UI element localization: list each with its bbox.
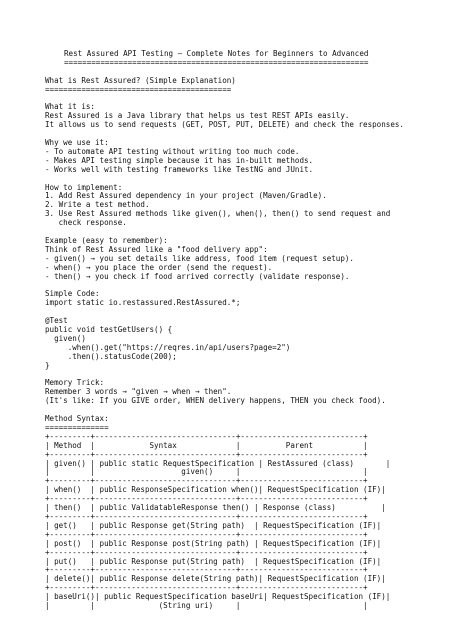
table-row-given: | given() | public static RequestSpecification | RestAssured (class) | <box>45 458 391 468</box>
syntax-label: Method Syntax: <box>45 414 109 424</box>
code-line: .when().get("https://reqres.in/api/users?page=2") <box>45 342 291 352</box>
memory-line: Remember 3 words → "given → when → then". <box>45 387 232 397</box>
table-border: +---------+-------------------------------+---------------------------+ <box>45 547 368 557</box>
method-table <box>45 433 436 611</box>
code-block <box>45 317 436 370</box>
table-row-baseuri-cont: | | (String uri) | | <box>45 601 368 611</box>
why-bullet: - To automate API testing without writing too much code. <box>45 146 300 156</box>
import-line: import static io.restassured.RestAssured.*; <box>45 298 241 308</box>
document-title-block <box>45 50 436 68</box>
table-row-get: | get() | public Response get(String path) | RequestSpecification (IF)| <box>45 520 382 530</box>
code-line: public void testGetUsers() { <box>45 324 173 334</box>
document-title: Rest Assured API Testing – Complete Notes for Beginners to Advanced <box>64 49 369 58</box>
code-line: @Test <box>45 316 68 326</box>
example-line: - when() → you place the order (send the request). <box>45 262 273 272</box>
why-bullet: - Makes API testing simple because it has in-built methods. <box>45 155 314 165</box>
what-it-is-label: What it is: <box>45 102 95 112</box>
table-border: +---------+-------------------------------+---------------------------+ <box>45 449 368 459</box>
section-heading-rule: ========================================= <box>45 84 232 94</box>
memory-line: (It's like: If you GIVE order, WHEN delivery happens, THEN you check food). <box>45 396 386 406</box>
example-label: Example (easy to remember): <box>45 235 168 245</box>
table-row-baseuri: | baseUri()| public RequestSpecification baseUri| RequestSpecification (IF)| <box>45 592 391 602</box>
example-line: - then() → you check if food arrived correctly (validate response). <box>45 271 350 281</box>
table-row-given-cont: | | given() | | <box>45 467 368 477</box>
table-border: +---------+-------------------------------+---------------------------+ <box>45 494 368 504</box>
why-label: Why we use it: <box>45 138 109 148</box>
simple-code-label: Simple Code: <box>45 289 100 299</box>
what-it-is-line: Rest Assured is a Java library that helps us test REST APIs easily. <box>45 111 350 121</box>
how-step: 1. Add Rest Assured dependency in your project (Maven/Gradle). <box>45 191 327 201</box>
table-header-row: | Method | Syntax | Parent | <box>45 440 368 450</box>
how-step: 3. Use Rest Assured methods like given(), when(), then() to send request and <box>45 209 391 219</box>
table-row-put: | put() | public Response put(String path) | RequestSpecification (IF)| <box>45 556 382 566</box>
table-border: +---------+-------------------------------+---------------------------+ <box>45 476 368 486</box>
section-heading-what: What is Rest Assured? (Simple Explanation) <box>45 75 236 85</box>
table-border: +---------+-------------------------------+---------------------------+ <box>45 583 368 593</box>
why-bullet: - Works well with testing frameworks like TestNG and JUnit. <box>45 164 314 174</box>
table-border: +---------+-------------------------------+---------------------------+ <box>45 431 368 441</box>
code-line: .then().statusCode(200); <box>45 351 177 361</box>
how-label: How to implement: <box>45 182 123 192</box>
table-row-then: | then() | public ValidatableResponse then() | Response (class) | <box>45 503 386 513</box>
example-line: Think of Rest Assured like a "food delivery app": <box>45 244 268 254</box>
table-border: +---------+-------------------------------+---------------------------+ <box>45 511 368 521</box>
table-row-when: | when() | public ResponseSpecification when()| RequestSpecification (IF)| <box>45 485 386 495</box>
syntax-rule: ============== <box>45 422 109 432</box>
code-line: } <box>45 360 50 370</box>
how-step: check response. <box>45 218 127 228</box>
what-it-is-line: It allows us to send requests (GET, POST, PUT, DELETE) and check the responses. <box>45 120 404 130</box>
table-row-delete: | delete()| public Response delete(String path)| RequestSpecification (IF)| <box>45 574 386 584</box>
table-border: +---------+-------------------------------+---------------------------+ <box>45 529 368 539</box>
memory-label: Memory Trick: <box>45 378 105 388</box>
how-step: 2. Write a test method. <box>45 200 150 210</box>
table-border: +---------+-------------------------------+---------------------------+ <box>45 565 368 575</box>
example-line: - given() → you set details like address, food item (request setup). <box>45 253 354 263</box>
title-underline: =================================================================== <box>64 57 369 67</box>
code-line: given() <box>45 333 86 343</box>
table-row-post: | post() | public Response post(String path) | RequestSpecification (IF)| <box>45 538 382 548</box>
